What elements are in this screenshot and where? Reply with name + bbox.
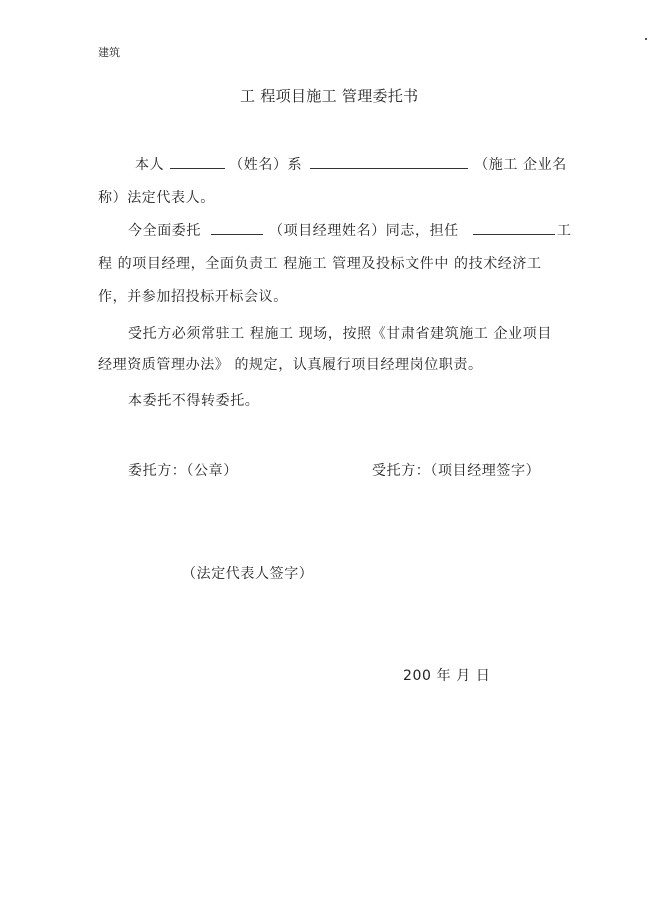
paragraph-2-line-2: 程 的项目经理，全面负责工 程施工 管理及投标文件中 的技术经济工 xyxy=(98,256,542,272)
text-segment: 工 xyxy=(556,223,572,239)
project-blank-field xyxy=(473,233,555,235)
date-line: 200 年 月 日 xyxy=(403,668,491,684)
manager-name-blank-field xyxy=(211,233,263,235)
agent-signature-label: 受托方：（项目经理签字） xyxy=(372,463,541,479)
paragraph-1-line-1 xyxy=(135,158,567,172)
paragraph-3-line-2: 经理资质管理办法》 的规定，认真履行项目经理岗位职责。 xyxy=(98,357,483,373)
legal-rep-signature-label: （法定代表人签字） xyxy=(182,566,314,582)
page-header: 建筑 xyxy=(98,46,120,59)
paragraph-3-line-1: 受托方必须常驻工 程施工 现场，按照《甘肃省建筑施工 企业项目 xyxy=(128,326,552,342)
text-segment: 今全面委托 xyxy=(128,223,201,239)
text-segment: （姓名）系 xyxy=(229,157,303,173)
company-blank-field xyxy=(310,167,468,169)
paragraph-1-line-2: 称）法定代表人。 xyxy=(98,190,215,206)
page-mark-dot xyxy=(645,38,647,40)
paragraph-4: 本委托不得转委托。 xyxy=(128,393,260,409)
name-blank-field xyxy=(170,167,225,169)
document-title: 工 程项目施工 管理委托书 xyxy=(240,87,419,105)
text-segment: 本人 xyxy=(135,157,165,173)
text-segment: （施工 企业名 xyxy=(474,157,567,173)
principal-signature-label: 委托方：（公章） xyxy=(128,463,238,479)
paragraph-2-line-1 xyxy=(128,224,571,238)
paragraph-2-line-3: 作，并参加招投标开标会议。 xyxy=(98,289,288,305)
text-segment: （项目经理姓名）同志，担任 xyxy=(269,223,459,239)
